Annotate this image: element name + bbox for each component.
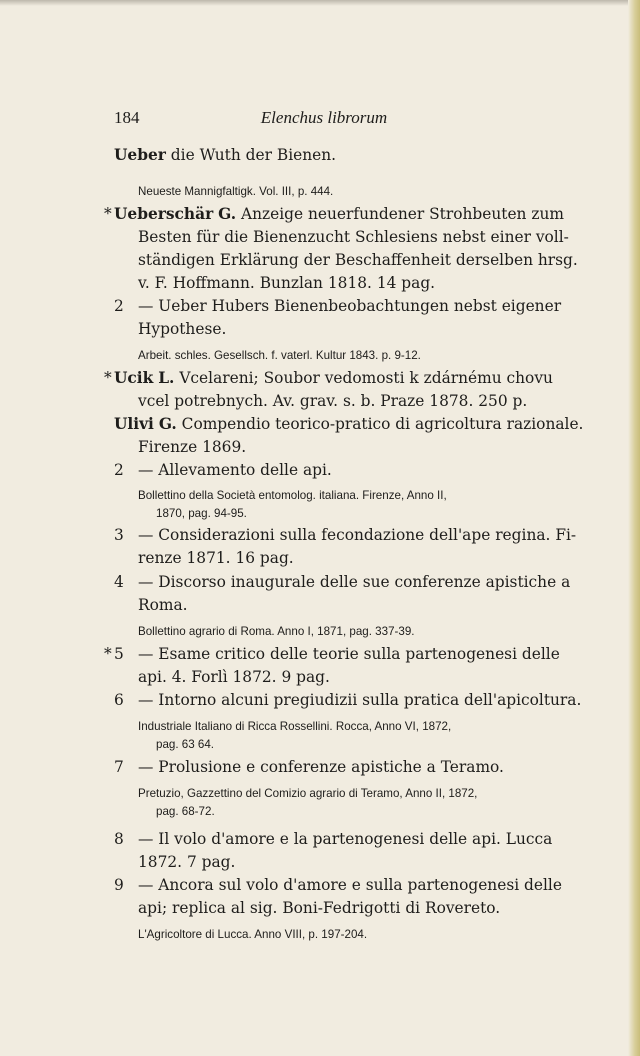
- source-citation: Bollettino agrario di Roma. Anno I, 1871, pag. 337-39.: [138, 625, 415, 638]
- entry-continuation: 1872. 7 pag.: [138, 853, 236, 871]
- source-citation: L'Agricoltore di Lucca. Anno VIII, p. 197-204.: [138, 928, 368, 941]
- author-name: Ulivi: [114, 415, 154, 433]
- entry-continuation: renze 1871. 16 pag.: [138, 549, 294, 567]
- author-initial: G.: [218, 205, 237, 223]
- entry-title: — Intorno alcuni pregiudizii sulla pratica dell'apicoltura.: [138, 691, 582, 709]
- entry-continuation: api. 4. Forlì 1872. 9 pag.: [138, 668, 330, 686]
- asterisk-mark: *: [104, 369, 112, 387]
- entry-title-line: [114, 297, 562, 315]
- source-citation: Neueste Mannigfaltigk. Vol. III, p. 444.: [138, 185, 334, 198]
- page-edge-right: [628, 0, 640, 1056]
- source-citation: Industriale Italiano di Ricca Rossellini. Rocca, Anno VI, 1872,: [138, 720, 452, 733]
- page-number: 184: [114, 108, 140, 127]
- source-citation-continuation: 1870, pag. 94-95.: [156, 507, 247, 520]
- author-name: Ueberschär: [114, 205, 214, 223]
- entry-title: — Il volo d'amore e la partenogenesi delle api. Lucca: [138, 830, 553, 848]
- entry-title-line: [114, 461, 332, 479]
- entry-continuation: api; replica al sig. Boni-Fedrigotti di Rovereto.: [138, 899, 501, 917]
- running-title: Elenchus librorum: [260, 108, 388, 127]
- entry-number: 6: [114, 691, 124, 709]
- source-citation: Bollettino della Società entomolog. italiana. Firenze, Anno II,: [138, 489, 447, 502]
- author-name: Ucik: [114, 369, 154, 387]
- entry-title-line: [114, 830, 553, 848]
- entry-title-line: [104, 369, 553, 387]
- entry-title-line: [114, 691, 582, 709]
- entry-title-line: [114, 526, 577, 544]
- entry-continuation: ständigen Erklärung der Beschaffenheit derselben hrsg.: [138, 251, 578, 269]
- entry-title: Anzeige neuerfundener Strohbeuten zum: [240, 205, 564, 223]
- entry-title-line: [104, 645, 560, 663]
- entry-number: 9: [114, 876, 124, 894]
- entry-title-line: [114, 758, 504, 776]
- entry-title: — Ueber Hubers Bienenbeobachtungen nebst eigener: [138, 297, 562, 315]
- entry-number: 2: [114, 461, 124, 479]
- entry-title: — Ancora sul volo d'amore e sulla partenogenesi delle: [138, 876, 562, 894]
- entry-title: — Prolusione e conferenze apistiche a Teramo.: [138, 758, 504, 776]
- entry-number: 4: [114, 573, 124, 591]
- entry-number: 2: [114, 297, 124, 315]
- entry-continuation: Besten für die Bienenzucht Schlesiens nebst einer voll-: [138, 228, 569, 246]
- entry-number: 8: [114, 830, 124, 848]
- entry-continuation: vcel potrebnych. Av. grav. s. b. Praze 1878. 250 p.: [138, 392, 528, 410]
- entry-title: die Wuth der Bienen.: [170, 146, 337, 164]
- entry-title: — Esame critico delle teorie sulla partenogenesi delle: [138, 645, 560, 663]
- entry-title-line: [114, 415, 583, 433]
- entry-number: 5: [114, 645, 124, 663]
- entry-title-line: [114, 146, 336, 164]
- asterisk-mark: *: [104, 205, 112, 223]
- entry-continuation: Roma.: [138, 596, 188, 614]
- source-citation-continuation: pag. 63 64.: [156, 738, 215, 751]
- page-edge-top: [0, 0, 640, 6]
- entry-number: 3: [114, 526, 124, 544]
- entry-continuation: Firenze 1869.: [138, 438, 247, 456]
- entry-continuation: Hypothese.: [138, 320, 227, 338]
- entry-number: 7: [114, 758, 124, 776]
- entry-continuation: v. F. Hoffmann. Bunzlan 1818. 14 pag.: [138, 274, 436, 292]
- source-citation-continuation: pag. 68-72.: [156, 805, 215, 818]
- entry-title: — Considerazioni sulla fecondazione dell'ape regina. Fi-: [138, 526, 577, 544]
- entry-title: Vcelareni; Soubor vedomosti k zdárnému chovu: [179, 369, 553, 387]
- entry-title-line: [114, 876, 562, 894]
- asterisk-mark: *: [104, 645, 112, 663]
- page-header: [114, 108, 534, 128]
- entry-title: Compendio teorico-pratico di agricoltura razionale.: [181, 415, 584, 433]
- source-citation: Pretuzio, Gazzettino del Comizio agrario di Teramo, Anno II, 1872,: [138, 787, 478, 800]
- entry-title-line: [104, 205, 564, 223]
- entry-title: — Discorso inaugurale delle sue conferenze apistiche a: [138, 573, 571, 591]
- entry-title-line: [114, 573, 571, 591]
- entry-title: — Allevamento delle api.: [138, 461, 332, 479]
- author-initial: G.: [158, 415, 177, 433]
- author-initial: L.: [158, 369, 175, 387]
- author-name: Ueber: [114, 146, 166, 164]
- source-citation: Arbeit. schles. Gesellsch. f. vaterl. Kultur 1843. p. 9-12.: [138, 349, 421, 362]
